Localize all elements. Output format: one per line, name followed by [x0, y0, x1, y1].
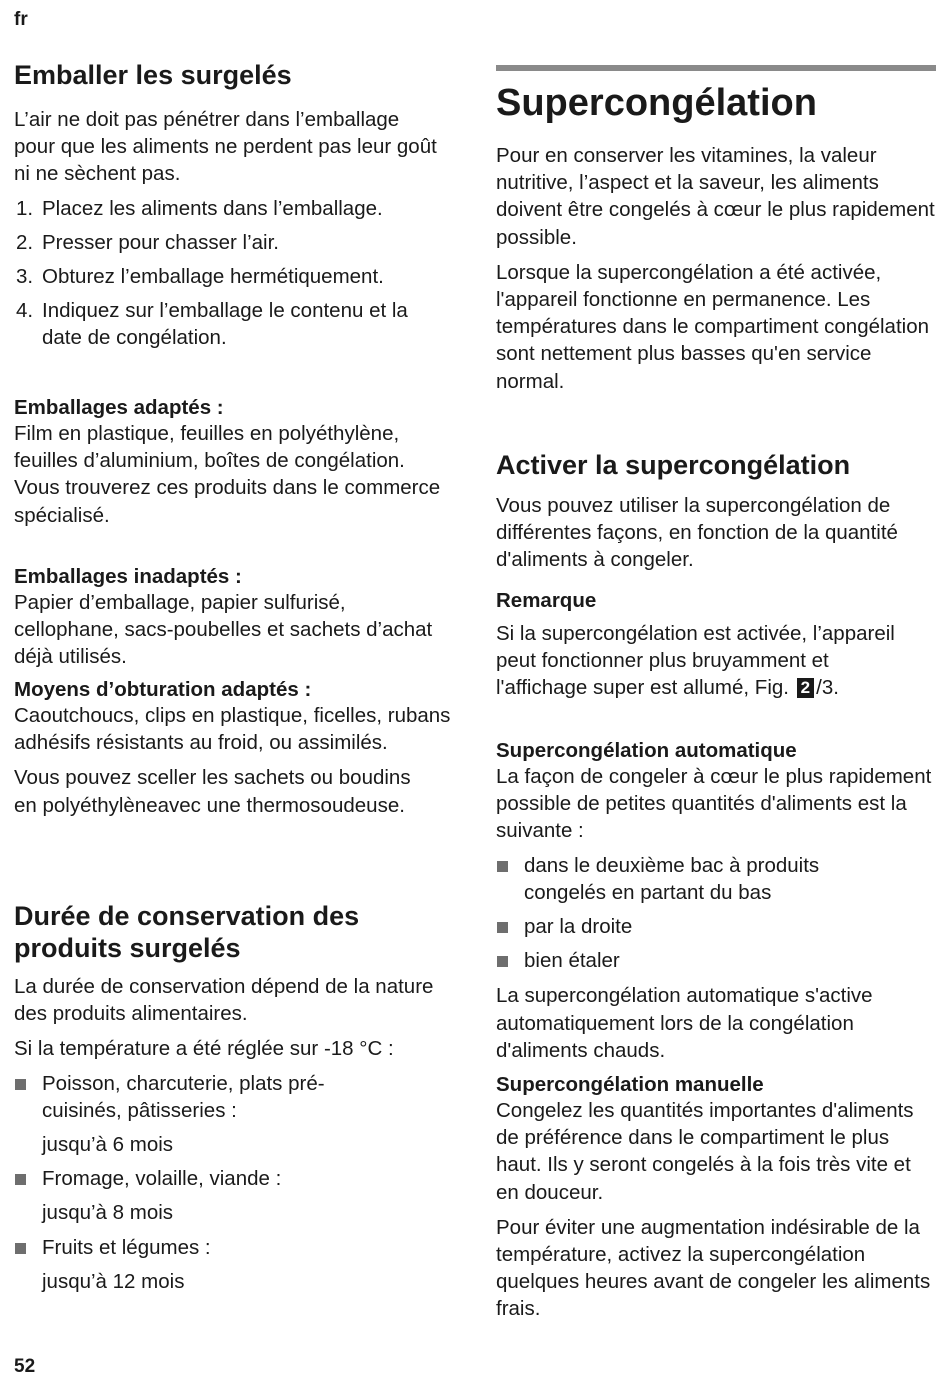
- language-label: fr: [14, 9, 28, 30]
- note-text: [496, 620, 896, 702]
- inadapted-packaging-title: Emballages inadaptés :: [14, 565, 242, 588]
- note-text-before: Si la supercongélation est activée, l’appareil peut fonctionner plus bruyamment et l'affichage super est allumé, Fig.: [496, 622, 895, 700]
- duration-list: [14, 1165, 444, 1192]
- list-item-text: bien étaler: [524, 949, 620, 973]
- square-bullet-icon: [497, 861, 508, 872]
- intro-paragraph: Pour en conserver les vitamines, la valeur nutritive, l’aspect et la saveur, les aliments doivent être congelés à cœur le plus rapidement possible.: [496, 144, 935, 249]
- auto-supercool-text: La façon de congeler à cœur le plus rapidement possible de petites quantités d'aliments est la suivante :: [496, 765, 932, 843]
- step-number: 1.: [16, 196, 34, 220]
- step-number: 3.: [16, 265, 34, 289]
- list-item: [496, 947, 896, 974]
- closure-text: Caoutchoucs, clips en plastique, ficelles, rubans adhésifs résistants au froid, ou assimilés.: [14, 704, 451, 755]
- square-bullet-icon: [497, 922, 508, 933]
- list-item: [14, 229, 444, 256]
- shelf-life-intro: La durée de conservation dépend de la nature des produits alimentaires.: [14, 975, 434, 1026]
- step-number: 4.: [16, 299, 34, 323]
- section-title-shelf-life: Durée de conservation des produits surgelés: [14, 901, 360, 963]
- section-title-packaging: Emballer les surgelés: [14, 60, 292, 90]
- adapted-packaging-note: Vous trouverez ces produits dans le commerce spécialisé.: [14, 476, 441, 527]
- duration-value: jusqu’à 6 mois: [42, 1133, 174, 1157]
- seal-text: Vous pouvez sceller les sachets ou boudins en polyéthylèneavec une thermosoudeuse.: [14, 766, 411, 817]
- permanent-mode-paragraph: Lorsque la supercongélation a été activée, l'appareil fonctionne en permanence. Les températures dans le compartiment congélation sont nettement plus basses qu'en service normal.: [496, 260, 930, 393]
- note-title: Remarque: [496, 589, 597, 612]
- adapted-packaging-title: Emballages adaptés :: [14, 396, 224, 419]
- food-category: Poisson, charcuterie, plats pré-cuisinés, pâtisseries :: [42, 1071, 325, 1122]
- list-item: [14, 1070, 386, 1124]
- food-category: Fruits et légumes :: [42, 1235, 211, 1259]
- auto-supercool-after: La supercongélation automatique s'active automatiquement lors de la congélation d'aliments chauds.: [496, 984, 873, 1062]
- packaging-intro: L’air ne doit pas pénétrer dans l’emballage pour que les aliments ne perdent pas leur goût ni ne sèchent pas.: [14, 108, 437, 186]
- duration-value: jusqu’à 8 mois: [42, 1201, 174, 1225]
- section-divider: [496, 65, 936, 71]
- square-bullet-icon: [15, 1174, 26, 1185]
- step-text: Presser pour chasser l’air.: [42, 230, 279, 254]
- list-item: [14, 1234, 444, 1261]
- square-bullet-icon: [15, 1243, 26, 1254]
- duration-value: jusqu’à 12 mois: [42, 1269, 185, 1293]
- closure-title: Moyens d’obturation adaptés :: [14, 678, 312, 701]
- step-number: 2.: [16, 230, 34, 254]
- note-text-after: /3.: [816, 676, 839, 700]
- step-text: Obturez l’emballage hermétiquement.: [42, 265, 384, 289]
- temperature-condition: Si la température a été réglée sur -18 °C :: [14, 1037, 394, 1061]
- page-number: 52: [14, 1356, 36, 1377]
- section-title-activate: Activer la supercongélation: [496, 450, 851, 480]
- list-item: [496, 913, 896, 940]
- manual-supercool-title: Supercongélation manuelle: [496, 1073, 764, 1096]
- list-item: [14, 297, 444, 351]
- adapted-packaging-text: Film en plastique, feuilles en polyéthylène, feuilles d’aluminium, boîtes de congélation.: [14, 422, 405, 473]
- packaging-steps: [14, 195, 444, 352]
- step-text: Indiquez sur l’emballage le contenu et la date de congélation.: [42, 299, 408, 350]
- inadapted-packaging-text: Papier d’emballage, papier sulfurisé, cellophane, sacs-poubelles et sachets d’achat déjà utilisés.: [14, 591, 433, 669]
- list-item: [14, 1165, 444, 1192]
- food-category: Fromage, volaille, viande :: [42, 1167, 282, 1191]
- list-item: [496, 852, 896, 906]
- list-item: [14, 263, 444, 290]
- figure-reference-badge: 2: [797, 678, 814, 698]
- main-title: Supercongélation: [496, 82, 817, 124]
- activate-paragraph: Vous pouvez utiliser la supercongélation de différentes façons, en fonction de la quantité d'aliments à congeler.: [496, 494, 898, 572]
- auto-supercool-title: Supercongélation automatique: [496, 739, 797, 762]
- list-item-text: par la droite: [524, 915, 633, 939]
- duration-list: [14, 1070, 386, 1124]
- step-text: Placez les aliments dans l’emballage.: [42, 196, 383, 220]
- manual-supercool-text: Congelez les quantités importantes d'aliments de préférence dans le compartiment le plus haut. Ils y seront congelés à la fois très vite et en douceur.: [496, 1099, 914, 1204]
- list-item: [14, 195, 444, 222]
- auto-supercool-list: [496, 852, 896, 975]
- square-bullet-icon: [15, 1079, 26, 1090]
- list-item-text: dans le deuxième bac à produits congelés en partant du bas: [524, 853, 820, 904]
- square-bullet-icon: [497, 956, 508, 967]
- manual-supercool-text-2: Pour éviter une augmentation indésirable de la température, activez la supercongélation quelques heures avant de congeler les aliments frais.: [496, 1215, 931, 1321]
- duration-list: [14, 1234, 444, 1261]
